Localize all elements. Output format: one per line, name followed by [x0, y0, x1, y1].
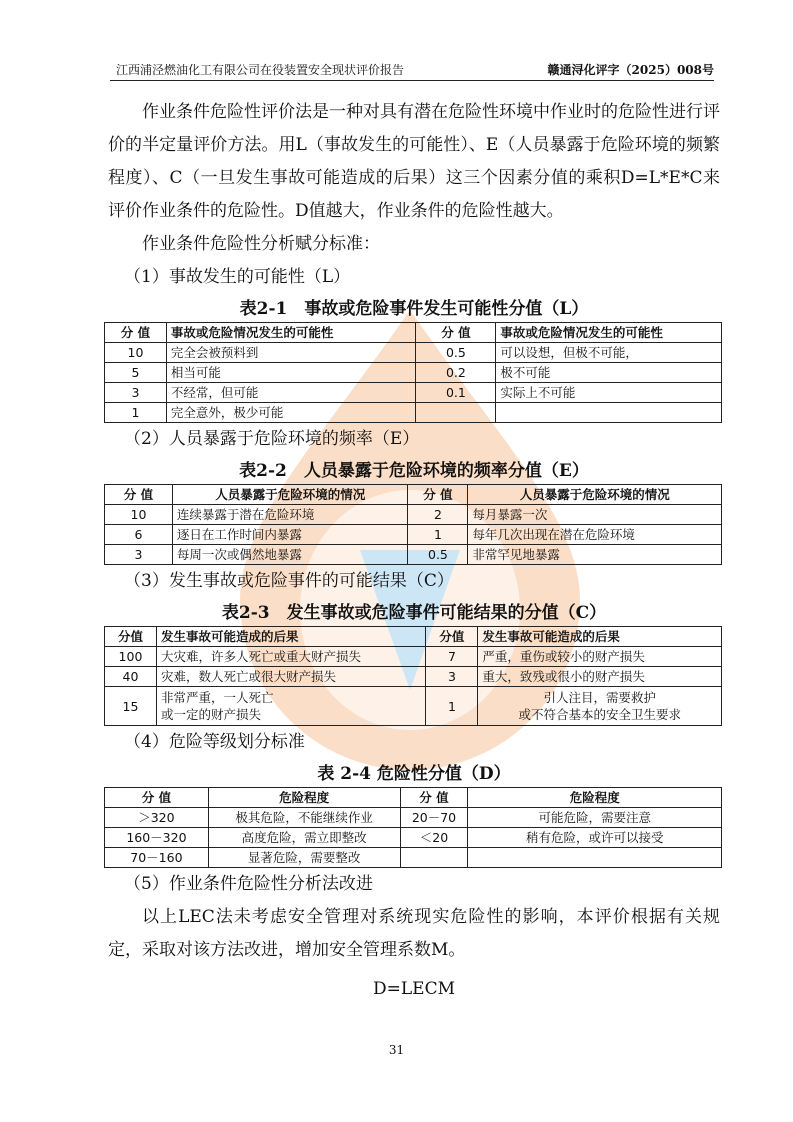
section-2-heading: （2）人员暴露于危险环境的频率（E） — [124, 429, 420, 449]
table-row — [105, 505, 722, 525]
section-5-text: 以上LEC法未考虑安全管理对系统现实危险性的影响，本评价根据有关规定，采取对该方法改进，增加安全管理系数M。 — [108, 907, 720, 960]
table-cell: 0.1 — [416, 383, 496, 403]
table-cell: 15 — [105, 687, 157, 726]
table-1-caption: 表2-1 事故或危险事件发生可能性分值（L） — [239, 299, 589, 319]
table-cell: 相当可能 — [166, 363, 416, 383]
header-cell: 分 值 — [408, 485, 468, 505]
table-row — [105, 687, 722, 726]
table-cell: 灾难，数人死亡或很大财产损失 — [156, 667, 426, 687]
header-cell: 分 值 — [400, 788, 468, 808]
table-cell — [478, 687, 722, 726]
table-cell: 高度危险，需立即整改 — [208, 828, 400, 848]
page-header — [110, 62, 714, 81]
table-cell: 40 — [105, 667, 157, 687]
header-cell: 事故或危险情况发生的可能性 — [166, 323, 416, 343]
table-cell: 每月暴露一次 — [468, 505, 722, 525]
consequence-table — [104, 626, 722, 726]
header-cell: 发生事故可能造成的后果 — [478, 627, 722, 647]
table-row — [105, 525, 722, 545]
formula: D=LECM — [373, 979, 455, 999]
table-cell: 160－320 — [105, 828, 209, 848]
section-5-heading: （5）作业条件危险性分析法改进 — [124, 874, 373, 894]
section-1-heading: （1）事故发生的可能性（L） — [124, 267, 351, 287]
header-cell: 分 值 — [105, 323, 167, 343]
table-cell: 10 — [105, 343, 167, 363]
header-cell: 分值 — [426, 627, 478, 647]
header-cell: 人员暴露于危险环境的情况 — [172, 485, 408, 505]
table-row — [105, 808, 722, 828]
table-4-caption: 表 2-4 危险性分值（D） — [317, 764, 511, 784]
table-header-row — [105, 627, 722, 647]
table-cell — [468, 848, 722, 868]
table-cell: 2 — [408, 505, 468, 525]
document-body — [108, 96, 720, 1006]
header-report-number: 赣通浔化评字（2025）008号 — [547, 63, 714, 77]
table-row — [105, 848, 722, 868]
table-cell: 5 — [105, 363, 167, 383]
header-cell: 人员暴露于危险环境的情况 — [468, 485, 722, 505]
table-cell: 可能危险，需要注意 — [468, 808, 722, 828]
criteria-line: 作业条件危险性分析赋分标准： — [142, 234, 380, 254]
table-row — [105, 343, 722, 363]
table-cell: 极其危险，不能继续作业 — [208, 808, 400, 828]
table-cell: 极不可能 — [496, 363, 722, 383]
table-row — [105, 403, 722, 423]
table-cell: 每年几次出现在潜在危险环境 — [468, 525, 722, 545]
table-cell: ＞320 — [105, 808, 209, 828]
header-cell: 分 值 — [105, 485, 173, 505]
table-cell: 完全意外，极少可能 — [166, 403, 416, 423]
table-3-caption: 表2-3 发生事故或危险事件可能结果的分值（C） — [221, 603, 607, 623]
header-cell: 危险程度 — [208, 788, 400, 808]
cell-line: 非常严重，一人死亡 — [160, 690, 274, 705]
header-report-title: 江西浦泾燃油化工有限公司在役装置安全现状评价报告 — [116, 63, 405, 77]
table-cell: 10 — [105, 505, 173, 525]
table-cell: ＜20 — [400, 828, 468, 848]
intro-paragraph: 作业条件危险性评价法是一种对具有潜在危险性环境中作业时的危险性进行评价的半定量评价方法。用L（事故发生的可能性）、E（人员暴露于危险环境的频繁程度）、C（一旦发生事故可能造成的后果）这三个因素分值的乘积D=L*E*C来评价作业条件的危险性。D值越大，作业条件的危险性越大。 — [108, 102, 720, 221]
table-cell: 1 — [426, 687, 478, 726]
table-cell: 不经常，但可能 — [166, 383, 416, 403]
risk-level-table — [104, 787, 722, 868]
table-row — [105, 545, 722, 565]
table-cell: 0.2 — [416, 363, 496, 383]
table-cell: 70－160 — [105, 848, 209, 868]
table-header-row — [105, 485, 722, 505]
table-2-caption: 表2-2 人员暴露于危险环境的频率分值（E） — [239, 461, 589, 481]
table-cell: 7 — [426, 647, 478, 667]
header-cell: 危险程度 — [468, 788, 722, 808]
table-cell: 0.5 — [416, 343, 496, 363]
cell-line: 或一定的财产损失 — [160, 707, 261, 722]
table-cell: 完全会被预料到 — [166, 343, 416, 363]
exposure-table — [104, 484, 722, 565]
table-row — [105, 667, 722, 687]
table-row — [105, 383, 722, 403]
table-cell: 6 — [105, 525, 173, 545]
table-cell: 100 — [105, 647, 157, 667]
table-cell — [416, 403, 496, 423]
header-cell: 发生事故可能造成的后果 — [156, 627, 426, 647]
table-cell: 稍有危险，或许可以接受 — [468, 828, 722, 848]
table-cell: 3 — [105, 545, 173, 565]
table-cell — [496, 403, 722, 423]
table-cell: 3 — [426, 667, 478, 687]
table-cell: 实际上不可能 — [496, 383, 722, 403]
section-3-heading: （3）发生事故或危险事件的可能结果（C） — [124, 571, 454, 591]
table-cell: 1 — [408, 525, 468, 545]
table-cell: 1 — [105, 403, 167, 423]
table-cell: 每周一次或偶然地暴露 — [172, 545, 408, 565]
likelihood-table — [104, 322, 722, 423]
table-header-row — [105, 788, 722, 808]
table-cell: 可以设想，但极不可能， — [496, 343, 722, 363]
table-cell: 20－70 — [400, 808, 468, 828]
table-cell: 大灾难，许多人死亡或重大财产损失 — [156, 647, 426, 667]
table-cell — [156, 687, 426, 726]
table-cell: 连续暴露于潜在危险环境 — [172, 505, 408, 525]
table-cell: 非常罕见地暴露 — [468, 545, 722, 565]
table-row — [105, 363, 722, 383]
page-number: 31 — [388, 1043, 405, 1057]
cell-line: 或不符合基本的安全卫生要求 — [518, 707, 681, 722]
cell-line: 引人注目，需要救护 — [543, 690, 656, 705]
table-cell: 0.5 — [408, 545, 468, 565]
header-cell: 分 值 — [105, 788, 209, 808]
table-cell: 3 — [105, 383, 167, 403]
table-header-row — [105, 323, 722, 343]
section-4-heading: （4）危险等级划分标准 — [124, 732, 305, 752]
table-row — [105, 647, 722, 667]
table-cell — [400, 848, 468, 868]
header-cell: 分 值 — [416, 323, 496, 343]
table-cell: 严重，重伤或较小的财产损失 — [478, 647, 722, 667]
header-cell: 分值 — [105, 627, 157, 647]
table-row — [105, 828, 722, 848]
table-cell: 逐日在工作时间内暴露 — [172, 525, 408, 545]
header-cell: 事故或危险情况发生的可能性 — [496, 323, 722, 343]
table-cell: 显著危险，需要整改 — [208, 848, 400, 868]
table-cell: 重大，致残或很小的财产损失 — [478, 667, 722, 687]
